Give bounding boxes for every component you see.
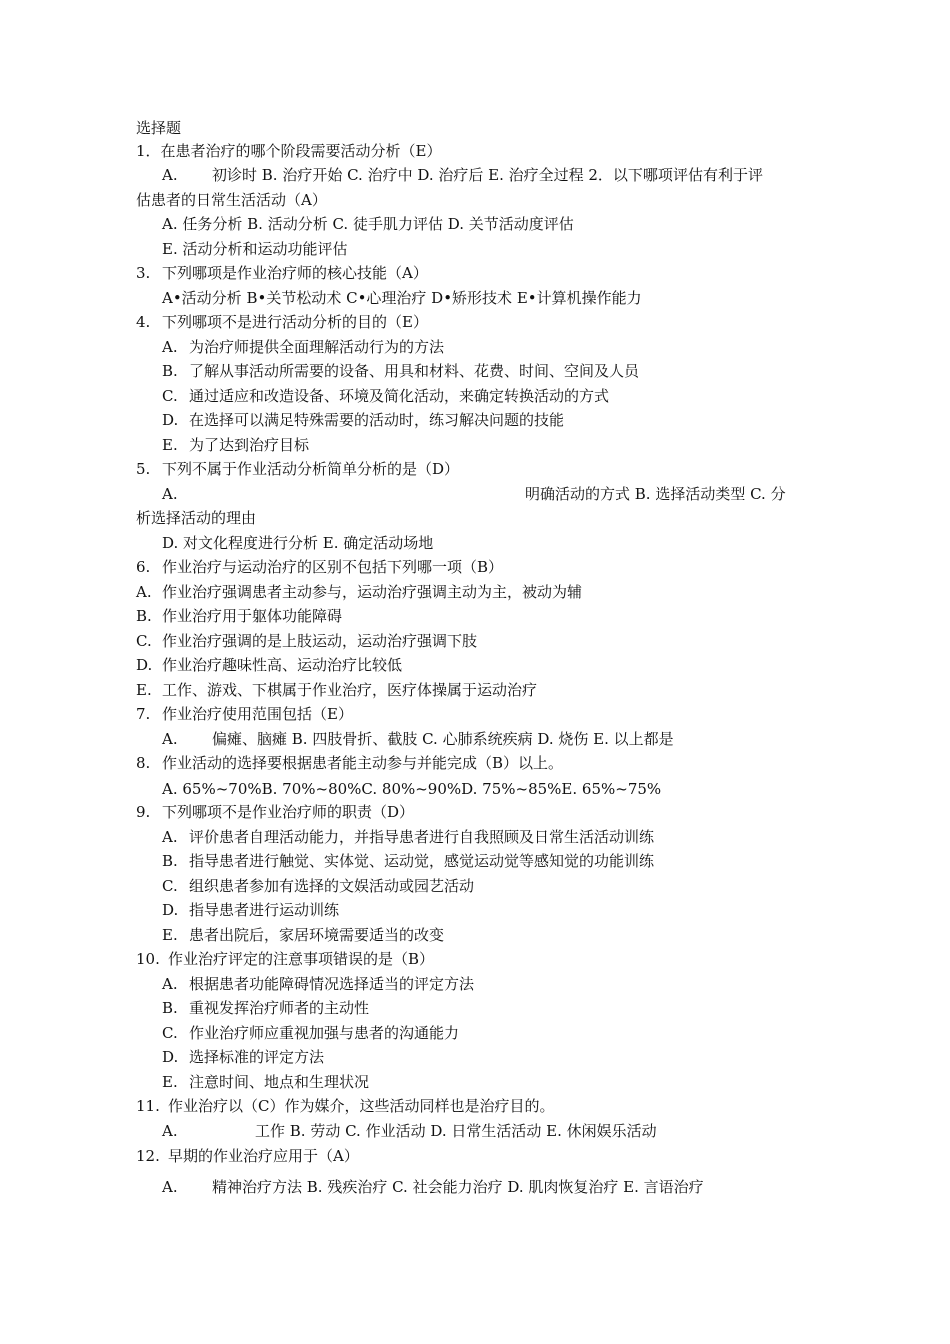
question-7-stem: 作业治疗使用范围包括（E） — [162, 705, 353, 723]
option-letter: E. — [162, 436, 178, 454]
option-letter: B. — [162, 999, 178, 1017]
question-1-stem: 1．在患者治疗的哪个阶段需要活动分析（E） — [136, 142, 442, 160]
question-1-options: 初诊时 B. 治疗开始 C. 治疗中 D. 治疗后 E. 治疗全过程 2．以下哪项评估有利于评 — [212, 166, 763, 184]
question-5-options-line-2: 析选择活动的理由 — [136, 509, 257, 527]
option-text: 为了达到治疗目标 — [189, 436, 310, 454]
question-4-number: 4. — [136, 313, 151, 331]
option-text: 根据患者功能障碍情况选择适当的评定方法 — [189, 975, 475, 993]
option-text: 作业治疗师应重视加强与患者的沟通能力 — [189, 1024, 460, 1042]
question-2-options-line-1: A. 任务分析 B. 活动分析 C. 徒手肌力评估 D. 关节活动度评估 — [162, 215, 574, 233]
option-letter: C. — [136, 632, 152, 650]
question-11-option-a-letter: A. — [162, 1122, 178, 1140]
question-12-stem: 早期的作业治疗应用于（A） — [168, 1147, 359, 1165]
question-5-option-a-letter: A. — [162, 485, 178, 503]
option-letter: C. — [162, 1024, 178, 1042]
option-text: 组织患者参加有选择的文娱活动或园艺活动 — [189, 877, 475, 895]
question-1-option-a-letter: A. — [162, 166, 178, 184]
option-text: 重视发挥治疗师者的主动性 — [189, 999, 370, 1017]
question-11-stem: 作业治疗以（C）作为媒介，这些活动同样也是治疗目的。 — [168, 1097, 555, 1115]
question-6-number: 6. — [136, 558, 151, 576]
question-11-number: 11. — [136, 1097, 160, 1115]
option-letter: B. — [162, 852, 178, 870]
question-9-stem: 下列哪项不是作业治疗师的职责（D） — [162, 803, 415, 821]
option-text: 作业治疗强调的是上肢运动，运动治疗强调下肢 — [162, 632, 478, 650]
option-letter: D. — [162, 411, 179, 429]
option-text: 指导患者进行触觉、实体觉、运动觉，感觉运动觉等感知觉的功能训练 — [189, 852, 655, 870]
question-5-options-line-1: 明确活动的方式 B. 选择活动类型 C. 分 — [525, 485, 786, 503]
option-letter: B. — [136, 607, 152, 625]
option-letter: E. — [162, 1073, 178, 1091]
question-8-stem: 作业活动的选择要根据患者能主动参与并能完成（B）以上。 — [162, 754, 564, 772]
option-letter: A. — [162, 975, 178, 993]
option-letter: E. — [136, 681, 152, 699]
question-12-option-a-letter: A. — [162, 1178, 178, 1196]
option-text: 注意时间、地点和生理状况 — [189, 1073, 370, 1091]
option-text: 作业治疗趣味性高、运动治疗比较低 — [162, 656, 403, 674]
option-letter: D. — [136, 656, 153, 674]
option-letter: A. — [162, 828, 178, 846]
question-11-options: 工作 B. 劳动 C. 作业活动 D. 日常生活活动 E. 休闲娱乐活动 — [255, 1122, 657, 1140]
option-text: 为治疗师提供全面理解活动行为的方法 — [189, 338, 445, 356]
question-5-stem: 下列不属于作业活动分析简单分析的是（D） — [162, 460, 460, 478]
question-8-options: A. 65%~70%B. 70%~80%C. 80%~90%D. 75%~85%E. 65%~75% — [162, 780, 662, 798]
question-10-stem: 作业治疗评定的注意事项错误的是（B） — [168, 950, 435, 968]
question-5-options-line-3: D. 对文化程度进行分析 E. 确定活动场地 — [162, 534, 434, 552]
option-text: 指导患者进行运动训练 — [189, 901, 340, 919]
question-12-number: 12. — [136, 1147, 160, 1165]
option-text: 评价患者自理活动能力，并指导患者进行自我照顾及日常生活活动训练 — [189, 828, 655, 846]
question-3-number: 3. — [136, 264, 151, 282]
option-letter: D. — [162, 901, 179, 919]
option-text: 在选择可以满足特殊需要的活动时，练习解决问题的技能 — [189, 411, 565, 429]
question-7-option-a-letter: A. — [162, 730, 178, 748]
question-3-stem: 下列哪项是作业治疗师的核心技能（A） — [162, 264, 428, 282]
question-6-stem: 作业治疗与运动治疗的区别不包括下列哪一项（B） — [162, 558, 504, 576]
option-letter: A. — [162, 338, 178, 356]
option-letter: C. — [162, 877, 178, 895]
option-letter: E. — [162, 926, 178, 944]
question-12-options: 精神治疗方法 B. 残疾治疗 C. 社会能力治疗 D. 肌肉恢复治疗 E. 言语治疗 — [212, 1178, 704, 1196]
question-3-options: A•活动分析 B•关节松动术 C•心理治疗 D•矫形技术 E•计算机操作能力 — [162, 289, 642, 307]
question-10-number: 10. — [136, 950, 160, 968]
question-2-stem: 估患者的日常生活活动（A） — [136, 191, 327, 209]
question-9-number: 9. — [136, 803, 151, 821]
question-7-number: 7. — [136, 705, 151, 723]
option-letter: D. — [162, 1048, 179, 1066]
section-heading: 选择题 — [136, 119, 182, 137]
option-text: 作业治疗用于躯体功能障碍 — [162, 607, 343, 625]
question-4-stem: 下列哪项不是进行活动分析的目的（E） — [162, 313, 428, 331]
option-text: 了解从事活动所需要的设备、用具和材料、花费、时间、空间及人员 — [189, 362, 640, 380]
option-letter: A. — [136, 583, 152, 601]
option-text: 作业治疗强调患者主动参与，运动治疗强调主动为主，被动为辅 — [162, 583, 583, 601]
question-5-number: 5. — [136, 460, 151, 478]
option-text: 选择标准的评定方法 — [189, 1048, 325, 1066]
option-text: 患者出院后，家居环境需要适当的改变 — [189, 926, 445, 944]
question-2-options-line-2: E. 活动分析和运动功能评估 — [162, 240, 348, 258]
option-text: 工作、游戏、下棋属于作业治疗，医疗体操属于运动治疗 — [162, 681, 538, 699]
option-text: 通过适应和改造设备、环境及简化活动，来确定转换活动的方式 — [189, 387, 610, 405]
question-8-number: 8. — [136, 754, 151, 772]
option-letter: B. — [162, 362, 178, 380]
option-letter: C. — [162, 387, 178, 405]
question-7-options: 偏瘫、脑瘫 B. 四肢骨折、截肢 C. 心肺系统疾病 D. 烧伤 E. 以上都是 — [212, 730, 674, 748]
